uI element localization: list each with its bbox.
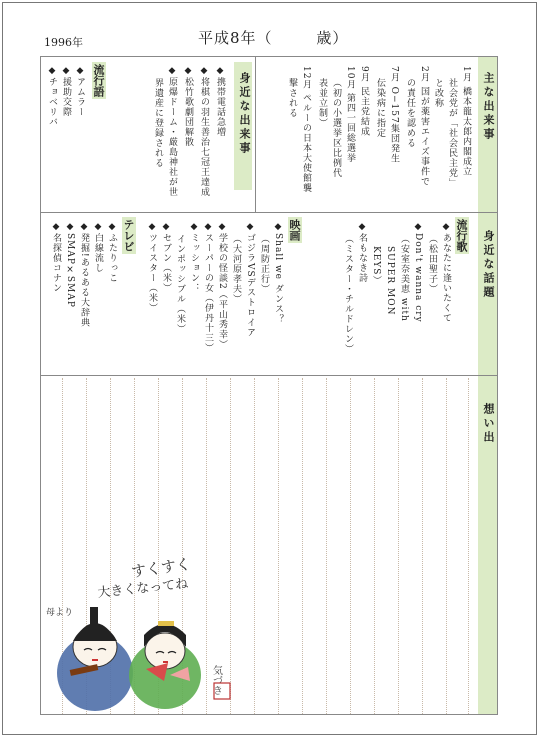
main-event-line: 撃される bbox=[287, 78, 297, 118]
nearby-event-item: 界遺産に登録される bbox=[153, 78, 163, 168]
row-divider-1 bbox=[40, 212, 498, 213]
movie-item: ◆ゴジラVSデストロイア bbox=[245, 222, 255, 338]
main-event-line: 2月 国が薬害エイズ事件で bbox=[419, 66, 429, 187]
writing-line bbox=[326, 378, 327, 714]
tag-tv: テレビ bbox=[122, 219, 135, 252]
title-era: 平成8年（ bbox=[198, 29, 273, 47]
main-event-line: の責任を認める bbox=[405, 78, 415, 148]
movie-item: （大河原孝夫） bbox=[231, 234, 241, 304]
female-doll bbox=[129, 621, 201, 709]
writing-line bbox=[374, 378, 375, 714]
signature-text: 気づき bbox=[210, 665, 222, 695]
tv-item: ◆ふたりっこ bbox=[107, 222, 117, 283]
song-item: KEYS） bbox=[371, 246, 381, 286]
song-item: （松田聖子） bbox=[427, 234, 437, 294]
main-event-line: 10月 第四一回総選挙 bbox=[345, 66, 355, 164]
song-item: SUPER MON bbox=[385, 246, 395, 316]
heading-main-events: 主な出来事 bbox=[482, 72, 495, 142]
caption-text: 母より bbox=[46, 608, 74, 618]
movie-item: ◆ミッション： bbox=[189, 222, 199, 293]
row-divider-2 bbox=[40, 375, 498, 376]
heading-nearby-topics: 身近な話題 bbox=[482, 230, 495, 300]
tag-songs: 流行歌 bbox=[455, 219, 468, 252]
tv-item: ◆SMAP×SMAP bbox=[65, 222, 75, 308]
writing-line bbox=[302, 378, 303, 714]
male-doll bbox=[57, 607, 133, 711]
main-event-line: （初の小選挙区比例代 bbox=[331, 78, 341, 178]
song-item: （ミスター・チルドレン） bbox=[343, 234, 353, 354]
movie-item: ◆セブン（米） bbox=[161, 222, 171, 293]
main-event-line: 伝染病に指定 bbox=[375, 78, 385, 138]
tv-item: ◆発掘!あるある大辞典 bbox=[79, 222, 89, 328]
page-title bbox=[198, 27, 348, 48]
main-event-line: 12月 ペルーの日本大使館襲 bbox=[301, 66, 311, 194]
movie-item: インポッシブル（米） bbox=[175, 234, 185, 334]
section-sidebar bbox=[478, 57, 497, 714]
nearby-event-item: ◆将棋の羽生善治七冠王達成 bbox=[199, 66, 209, 197]
doll-illustration bbox=[40, 555, 245, 715]
tv-item: ◆名探偵コナン bbox=[51, 222, 61, 293]
heading-memories: 想い出 bbox=[482, 403, 495, 445]
hit-word-item: ◆チョベリバ bbox=[47, 66, 57, 127]
song-item: ◆Don't wanna cry bbox=[413, 222, 423, 323]
top-column-divider bbox=[255, 57, 256, 212]
movie-item: ◆学校の怪談2（平山秀幸） bbox=[217, 222, 227, 350]
hit-word-item: ◆援助交際 bbox=[61, 66, 71, 117]
nearby-event-item: ◆携帯電話急増 bbox=[215, 66, 225, 137]
heading-nearby-events: 身近な出来事 bbox=[238, 72, 251, 156]
song-item: （安室奈美恵 with bbox=[399, 234, 409, 322]
message-text-2: 大きくなってね bbox=[96, 576, 189, 601]
hit-word-item: ◆アムラー bbox=[75, 66, 85, 117]
writing-line bbox=[278, 378, 279, 714]
main-event-line: 表並立制） bbox=[317, 78, 327, 128]
main-event-line: 社会党が「社会民主党」 bbox=[447, 78, 457, 188]
writing-line bbox=[446, 378, 447, 714]
tv-item: ◆白線流し bbox=[93, 222, 103, 273]
writing-line bbox=[468, 378, 469, 714]
song-item: ◆名もなき詩 bbox=[357, 222, 367, 283]
tag-movies: 映画 bbox=[288, 219, 301, 241]
main-event-line: と改称 bbox=[433, 78, 443, 108]
title-age: 歳） bbox=[316, 29, 349, 47]
movie-item: （周防正行） bbox=[259, 234, 269, 294]
main-event-line: 1月 橋本龍太郎内閣成立 bbox=[461, 66, 471, 177]
movie-item: ◆スーパーの女（伊丹十三） bbox=[203, 222, 213, 353]
main-event-line: 9月 民主党結成 bbox=[359, 66, 369, 137]
year-label: 1996年 bbox=[44, 36, 83, 49]
movie-item: ◆Shall we ダンス？ bbox=[273, 222, 283, 324]
writing-line bbox=[350, 378, 351, 714]
movie-item: ◆ツイスター（米） bbox=[147, 222, 157, 313]
nearby-event-item: ◆松竹歌劇団解散 bbox=[183, 66, 193, 147]
message-text-1: すくすく bbox=[130, 555, 192, 581]
tag-hit-words: 流行語 bbox=[92, 64, 105, 97]
writing-line bbox=[422, 378, 423, 714]
writing-line bbox=[254, 378, 255, 714]
song-item: ◆あなたに逢いたくて bbox=[441, 222, 451, 323]
writing-line bbox=[398, 378, 399, 714]
main-event-line: 7月 O−157集団発生 bbox=[389, 66, 399, 164]
nearby-event-item: ◆原爆ドーム・厳島神社が世 bbox=[167, 66, 177, 197]
